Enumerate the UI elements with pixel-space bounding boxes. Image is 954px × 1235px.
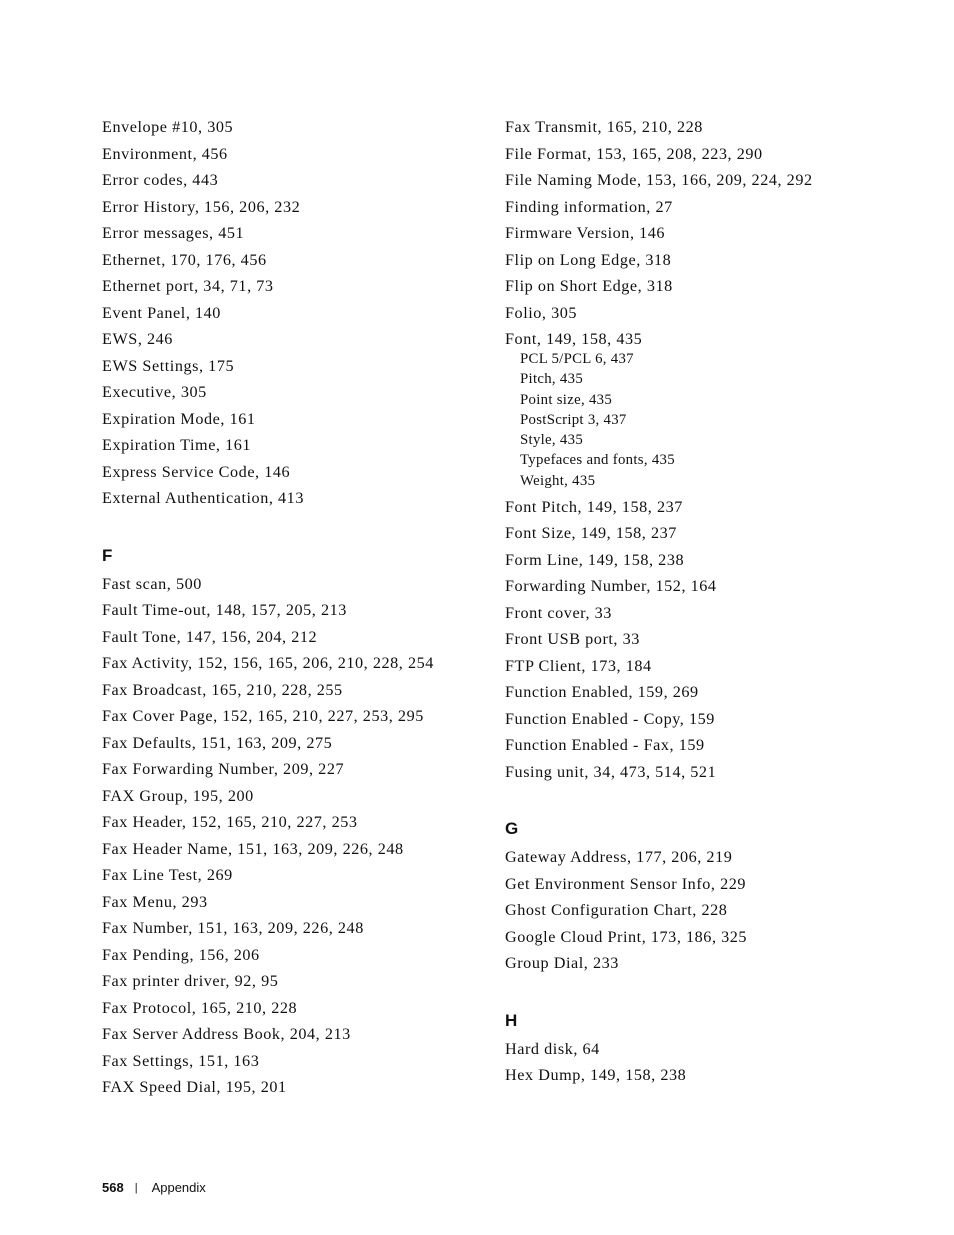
index-entry: Fax Pending, 156, 206 — [102, 945, 260, 964]
index-entry: Event Panel, 140 — [102, 303, 221, 322]
index-heading-h: H — [505, 1010, 518, 1030]
index-heading-f: F — [102, 545, 113, 565]
index-entry: Function Enabled, 159, 269 — [505, 683, 699, 702]
index-entries-f-continued — [505, 118, 925, 330]
index-entry: Form Line, 149, 158, 238 — [505, 550, 685, 569]
index-subentries-font — [505, 350, 925, 498]
index-entry: Font Pitch, 149, 158, 237 — [505, 497, 683, 516]
index-entries-h — [505, 1040, 925, 1093]
index-entry: Error messages, 451 — [102, 224, 245, 242]
index-entry: Error History, 156, 206, 232 — [102, 197, 301, 216]
index-entry: External Authentication, 413 — [102, 489, 304, 507]
index-entry: Folio, 305 — [505, 303, 578, 322]
index-entry: Function Enabled - Copy, 159 — [505, 709, 715, 728]
index-entry: Hard disk, 64 — [505, 1039, 600, 1058]
index-entry: Finding information, 27 — [505, 197, 673, 216]
index-entry: Fax Broadcast, 165, 210, 228, 255 — [102, 680, 343, 699]
index-entry: Group Dial, 233 — [505, 954, 619, 973]
index-entry: Ethernet port, 34, 71, 73 — [102, 277, 274, 295]
index-entry: Fax Server Address Book, 204, 213 — [102, 1025, 351, 1043]
index-entry-font: Font, 149, 158, 435 — [505, 330, 643, 348]
index-entry: Fast scan, 500 — [102, 574, 202, 593]
index-entry: Get Environment Sensor Info, 229 — [505, 874, 747, 893]
index-entry: FAX Group, 195, 200 — [102, 786, 254, 805]
index-entry: File Format, 153, 165, 208, 223, 290 — [505, 144, 763, 163]
index-entry: Expiration Mode, 161 — [102, 409, 256, 428]
index-entry: Fax Cover Page, 152, 165, 210, 227, 253, 295 — [102, 707, 424, 725]
index-entry: Flip on Short Edge, 318 — [505, 277, 673, 295]
index-entry: Fax Activity, 152, 156, 165, 206, 210, 228, 254 — [102, 654, 434, 672]
index-entry: Fault Time-out, 148, 157, 205, 213 — [102, 601, 347, 619]
index-subentry: Pitch, 435 — [520, 371, 584, 388]
index-entry: Error codes, 443 — [102, 171, 219, 189]
index-entries-e — [102, 118, 482, 516]
index-entry: Font Size, 149, 158, 237 — [505, 524, 677, 543]
index-entry: Hex Dump, 149, 158, 238 — [505, 1066, 687, 1085]
page-number: 568 — [102, 1180, 124, 1195]
index-entry: Fax Forwarding Number, 209, 227 — [102, 760, 345, 778]
index-entry: Front cover, 33 — [505, 603, 612, 622]
index-heading-g: G — [505, 819, 519, 839]
index-entry: Fax Defaults, 151, 163, 209, 275 — [102, 733, 333, 752]
index-entry: FTP Client, 173, 184 — [505, 656, 652, 675]
index-entry: FAX Speed Dial, 195, 201 — [102, 1078, 287, 1096]
index-entries-f-more — [505, 498, 925, 790]
index-entry: Expiration Time, 161 — [102, 436, 252, 454]
index-subentry: Typefaces and fonts, 435 — [520, 452, 675, 469]
index-entry: File Naming Mode, 153, 166, 209, 224, 292 — [505, 171, 813, 189]
index-entry: Fax Header, 152, 165, 210, 227, 253 — [102, 813, 358, 831]
index-entry: Fax Header Name, 151, 163, 209, 226, 248 — [102, 839, 404, 858]
index-right-column — [505, 118, 925, 1093]
index-entry: EWS, 246 — [102, 330, 173, 348]
footer-section-title: Appendix — [151, 1180, 206, 1195]
index-subentry: PCL 5/PCL 6, 437 — [520, 351, 634, 367]
index-entry: Fault Tone, 147, 156, 204, 212 — [102, 627, 318, 646]
index-entry: Express Service Code, 146 — [102, 462, 291, 481]
index-entry: Fax Settings, 151, 163 — [102, 1051, 260, 1070]
index-entry: Envelope #10, 305 — [102, 118, 234, 136]
index-entry: Gateway Address, 177, 206, 219 — [505, 848, 733, 867]
index-entry: Fusing unit, 34, 473, 514, 521 — [505, 762, 717, 781]
index-subentry: Point size, 435 — [520, 391, 613, 408]
index-entry: Forwarding Number, 152, 164 — [505, 577, 717, 596]
index-entry: Environment, 456 — [102, 144, 228, 163]
footer-separator: | — [134, 1181, 138, 1194]
page-footer — [102, 1180, 206, 1195]
index-entry: Flip on Long Edge, 318 — [505, 250, 672, 269]
index-entry: Executive, 305 — [102, 383, 207, 401]
index-left-column — [102, 118, 482, 1105]
index-entry: Firmware Version, 146 — [505, 224, 666, 242]
index-entry: Fax Transmit, 165, 210, 228 — [505, 118, 703, 136]
index-subentry: PostScript 3, 437 — [520, 411, 627, 428]
index-entry: Fax printer driver, 92, 95 — [102, 972, 279, 990]
index-entries-f — [102, 575, 482, 1105]
index-entry: Fax Line Test, 269 — [102, 866, 233, 884]
index-entry: Front USB port, 33 — [505, 630, 640, 649]
index-entry: Fax Protocol, 165, 210, 228 — [102, 998, 298, 1017]
index-entry: Google Cloud Print, 173, 186, 325 — [505, 927, 748, 946]
index-subentry: Style, 435 — [520, 432, 584, 449]
index-entry: Fax Menu, 293 — [102, 892, 208, 911]
index-entry: Function Enabled - Fax, 159 — [505, 736, 705, 755]
index-entries-g — [505, 848, 925, 981]
index-subentry: Weight, 435 — [520, 472, 596, 489]
index-entry: Fax Number, 151, 163, 209, 226, 248 — [102, 919, 364, 937]
index-entry: Ghost Configuration Chart, 228 — [505, 901, 728, 920]
index-entry: Ethernet, 170, 176, 456 — [102, 250, 267, 269]
index-entry: EWS Settings, 175 — [102, 356, 235, 375]
